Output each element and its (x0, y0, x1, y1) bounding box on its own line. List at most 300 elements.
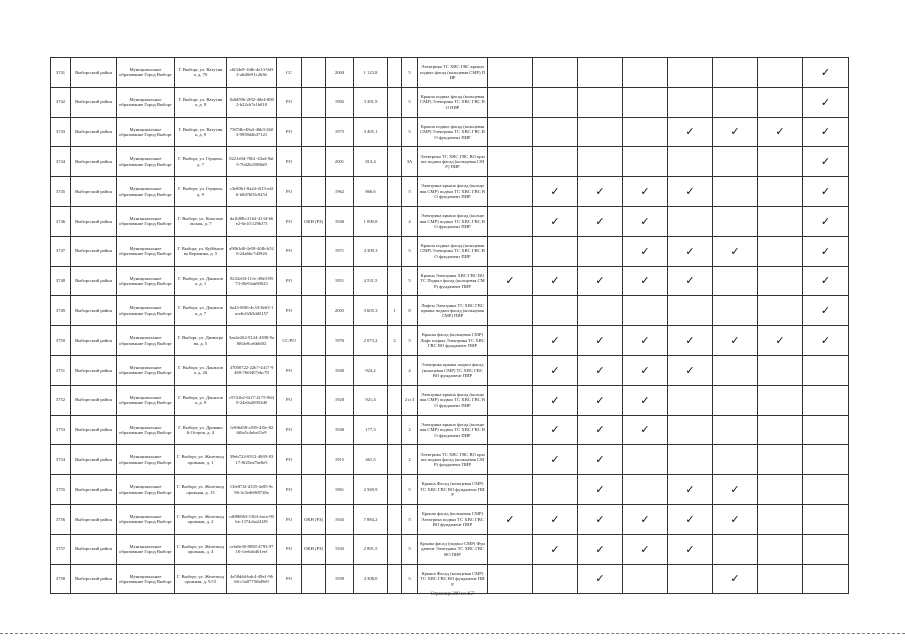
check-mark-icon: ✓ (685, 334, 695, 348)
area-cell: 4 309,3 (354, 236, 388, 266)
area-cell: 177,3 (354, 415, 388, 445)
municipality-cell: Муниципальное образование Город Выборг (117, 475, 175, 505)
works-cell: Крыша Электрика ХВС ГВС ВО ТС Подвал фасад (кольцевая СМР) фундамент ПИР (418, 266, 488, 296)
address-cell: Г. Выборг, ул. Данилова, д. 26 (175, 355, 227, 385)
work-type-cell (578, 296, 623, 326)
work-type-cell (758, 206, 803, 236)
check-mark-icon: ✓ (595, 453, 605, 467)
check-mark-icon: ✓ (685, 185, 695, 199)
table-row (51, 445, 849, 475)
address-cell: Г. Выборг, ул. Герцена, д. 7 (175, 147, 227, 177)
heritage-cell (302, 117, 326, 147)
check-mark-icon: ✓ (730, 334, 740, 348)
table-row (51, 355, 849, 385)
table-row (51, 415, 849, 445)
year-cell: 1940 (326, 355, 354, 385)
heritage-cell (302, 385, 326, 415)
work-type-cell (578, 266, 623, 296)
row-id: 3756 (51, 504, 71, 534)
municipality-cell: Муниципальное образование Город Выборг (117, 355, 175, 385)
work-type-cell (668, 445, 713, 475)
guid-cell: cefa0e30-8858-4793-9716-1ee6ab461eef (227, 534, 277, 564)
work-type-cell (668, 177, 713, 207)
work-type-cell (488, 326, 533, 356)
heritage-cell: ОКН (РЗ) (302, 534, 326, 564)
table-row (51, 147, 849, 177)
district-cell: Выборгский район (71, 87, 117, 117)
works-cell: Крыша Фасад (кольцевая СМР) ТС ХВС ГВС ВО фундамент ПИР (418, 564, 488, 594)
count-cell (388, 206, 402, 236)
work-type-cell (668, 236, 713, 266)
register-table (50, 57, 849, 594)
municipality-cell: Муниципальное образование Город Выборг (117, 87, 175, 117)
district-cell: Выборгский район (71, 177, 117, 207)
work-type-cell (488, 445, 533, 475)
heritage-cell (302, 177, 326, 207)
check-mark-icon: ✓ (595, 393, 605, 407)
work-type-cell (578, 58, 623, 88)
address-cell: Г. Выборг, ул. Ватутина, д. 8 (175, 87, 227, 117)
guid-cell: c9741b2-61f7-4175-9649-24e0a20953d0 (227, 385, 277, 415)
district-cell: Выборгский район (71, 266, 117, 296)
area-cell: 461,5 (354, 445, 388, 475)
address-cell: Г. Выборг, ул. Железнодорожная, д. 1 (175, 445, 227, 475)
municipality-cell: Муниципальное образование Город Выборг (117, 177, 175, 207)
work-type-cell (668, 296, 713, 326)
work-type-cell (533, 445, 578, 475)
work-type-cell (488, 475, 533, 505)
work-type-cell (713, 147, 758, 177)
work-type-cell (668, 117, 713, 147)
category-cell: РО (277, 296, 302, 326)
work-type-cell (803, 326, 849, 356)
floors-cell: 5 (402, 504, 418, 534)
district-cell: Выборгский район (71, 385, 117, 415)
work-type-cell (488, 147, 533, 177)
work-type-cell (623, 564, 668, 594)
check-mark-icon: ✓ (730, 125, 740, 139)
work-type-cell (488, 385, 533, 415)
work-type-cell (758, 296, 803, 326)
floors-cell: 5 (402, 475, 418, 505)
work-type-cell (533, 415, 578, 445)
guid-cell: cd086063-1364-4aca-90be-1374cba24f29 (227, 504, 277, 534)
row-id: 3757 (51, 534, 71, 564)
work-type-cell (578, 385, 623, 415)
year-cell: 1951 (326, 266, 354, 296)
work-type-cell (668, 564, 713, 594)
work-type-cell (758, 87, 803, 117)
municipality-cell: Муниципальное образование Город Выборг (117, 147, 175, 177)
floors-cell: 5 (402, 564, 418, 594)
district-cell: Выборгский район (71, 475, 117, 505)
address-cell: Г. Выборг, ул. Данилова, д. 1 (175, 266, 227, 296)
check-mark-icon: ✓ (820, 274, 831, 288)
count-cell (388, 564, 402, 594)
table-row (51, 296, 849, 326)
floors-cell: 5 (402, 87, 418, 117)
works-cell: Электрика крыша фасад (кольцевая СМР) подвал ТС ХВС ГВС ВО фундамент ПИР (418, 206, 488, 236)
table-row (51, 266, 849, 296)
work-type-cell (713, 475, 758, 505)
check-mark-icon: ✓ (505, 274, 515, 288)
work-type-cell (623, 534, 668, 564)
check-mark-icon: ✓ (640, 393, 650, 407)
check-mark-icon: ✓ (550, 393, 560, 407)
work-type-cell (758, 355, 803, 385)
work-type-cell (533, 117, 578, 147)
area-cell: 813,4 (354, 147, 388, 177)
work-type-cell (713, 564, 758, 594)
works-cell: Электрика ТС ХВС ГВС ВО крыша подвал фасад (кольцевая СМР) фундамент ПИР (418, 445, 488, 475)
work-type-cell (758, 564, 803, 594)
check-mark-icon: ✓ (640, 542, 650, 556)
check-mark-icon: ✓ (730, 512, 740, 526)
count-cell (388, 385, 402, 415)
area-cell: 2 073,2 (354, 326, 388, 356)
year-cell: 1915 (326, 445, 354, 475)
area-cell: 1 090,8 (354, 206, 388, 236)
category-cell: РО (277, 206, 302, 236)
work-type-cell (803, 564, 849, 594)
area-cell: 7 884,2 (354, 504, 388, 534)
guid-cell: 7587db-48a3-46b3-2b03-0958d4b37121 (227, 117, 277, 147)
area-cell: 3 405,1 (354, 117, 388, 147)
work-type-cell (488, 87, 533, 117)
municipality-cell: Муниципальное образование Город Выборг (117, 504, 175, 534)
work-type-cell (578, 87, 623, 117)
row-id: 3748 (51, 266, 71, 296)
work-type-cell (803, 475, 849, 505)
guid-cell: da1b98b-2164-4134-b6e2-6e1f1129b37f (227, 206, 277, 236)
work-type-cell (578, 326, 623, 356)
table-row (51, 475, 849, 505)
scan-edge-line (0, 633, 905, 634)
work-type-cell (623, 266, 668, 296)
check-mark-icon: ✓ (730, 483, 740, 497)
work-type-cell (488, 206, 533, 236)
floors-cell: 2 и 3 (402, 385, 418, 415)
count-cell (388, 147, 402, 177)
row-id: 3758 (51, 564, 71, 594)
work-type-cell (713, 326, 758, 356)
address-cell: Г. Выборг, ул. Димитрова, д. 5 (175, 326, 227, 356)
check-mark-icon: ✓ (685, 125, 695, 139)
area-cell: 2 569,9 (354, 475, 388, 505)
work-type-cell (623, 445, 668, 475)
row-id: 3752 (51, 385, 71, 415)
work-type-cell (623, 117, 668, 147)
work-type-cell (803, 534, 849, 564)
work-type-cell (533, 564, 578, 594)
work-type-cell (623, 147, 668, 177)
municipality-cell: Муниципальное образование Город Выборг (117, 206, 175, 236)
district-cell: Выборгский район (71, 355, 117, 385)
guid-cell: 47000722-22b7-4417-9469-760f407ebc70 (227, 355, 277, 385)
address-cell: Г. Выборг, ул. Куйбышева Керамика, д. 5 (175, 236, 227, 266)
check-mark-icon: ✓ (595, 572, 605, 586)
work-type-cell (713, 445, 758, 475)
municipality-cell: Муниципальное образование Город Выборг (117, 326, 175, 356)
guid-cell: c3e80b1-8a2d-4f13-a4f6-b8d7b03c9254 (227, 177, 277, 207)
area-cell: 4 531,5 (354, 266, 388, 296)
category-cell: РО (277, 385, 302, 415)
work-type-cell (533, 58, 578, 88)
work-type-cell (488, 355, 533, 385)
work-type-cell (533, 296, 578, 326)
work-type-cell (668, 266, 713, 296)
table-row (51, 58, 849, 88)
area-cell: 4 308,0 (354, 564, 388, 594)
work-type-cell (533, 475, 578, 505)
area-cell: 921,4 (354, 385, 388, 415)
heritage-cell: ОКН (РЗ) (302, 206, 326, 236)
works-cell: Лифты Электрика ТС ХВС ГВС крыша подвал фасад (кольцевая СМР) ПИР (418, 296, 488, 326)
work-type-cell (758, 117, 803, 147)
category-cell: РО (277, 177, 302, 207)
heritage-cell (302, 58, 326, 88)
work-type-cell (533, 355, 578, 385)
floors-cell: 5 (402, 236, 418, 266)
category-cell: РО (277, 236, 302, 266)
count-cell (388, 355, 402, 385)
check-mark-icon: ✓ (595, 185, 605, 199)
work-type-cell (488, 504, 533, 534)
table-row (51, 117, 849, 147)
check-mark-icon: ✓ (595, 363, 605, 377)
works-cell: Крыша фасад (кольцевая СМР) Электрика подвал ТС ХВС ГВС ВО фундамент ПИР (418, 504, 488, 534)
category-cell: РО (277, 504, 302, 534)
guid-cell: a98b3d0-4e58-4f4b-b520-24a6bc7d3926 (227, 236, 277, 266)
work-type-cell (713, 504, 758, 534)
year-cell: 1971 (326, 236, 354, 266)
category-cell: РО (277, 564, 302, 594)
work-type-cell (578, 415, 623, 445)
work-type-cell (758, 385, 803, 415)
area-cell: 1 123,8 (354, 58, 388, 88)
work-type-cell (713, 415, 758, 445)
work-type-cell (803, 504, 849, 534)
work-type-cell (533, 87, 578, 117)
work-type-cell (758, 445, 803, 475)
work-type-cell (668, 58, 713, 88)
work-type-cell (623, 326, 668, 356)
check-mark-icon: ✓ (820, 334, 831, 348)
row-id: 3747 (51, 236, 71, 266)
check-mark-icon: ✓ (820, 125, 831, 139)
work-type-cell (758, 534, 803, 564)
work-type-cell (713, 385, 758, 415)
works-cell: Крыша подвал фасад (кольцевая СМР) Электрика ТС ХВС ГВС ВО фундамент ПИР (418, 117, 488, 147)
works-cell: Крыша подвал фасад (кольцевая СМР) Электрика ТС ХВС ГВС ВО фундамент ПИР (418, 236, 488, 266)
table-row (51, 564, 849, 594)
work-type-cell (803, 415, 849, 445)
municipality-cell: Муниципальное образование Город Выборг (117, 445, 175, 475)
check-mark-icon: ✓ (595, 423, 605, 437)
work-type-cell (533, 236, 578, 266)
work-type-cell (758, 58, 803, 88)
district-cell: Выборгский район (71, 117, 117, 147)
count-cell (388, 445, 402, 475)
work-type-cell (623, 415, 668, 445)
check-mark-icon: ✓ (820, 304, 831, 318)
check-mark-icon: ✓ (820, 155, 831, 169)
guid-cell: 1b8d596-2f92-40e4-8002-b22cb7a1b018 (227, 87, 277, 117)
work-type-cell (623, 475, 668, 505)
check-mark-icon: ✓ (595, 483, 605, 497)
work-type-cell (758, 266, 803, 296)
work-type-cell (803, 117, 849, 147)
heritage-cell (302, 355, 326, 385)
work-type-cell (803, 147, 849, 177)
work-type-cell (623, 236, 668, 266)
work-type-cell (623, 385, 668, 415)
work-type-cell (713, 117, 758, 147)
works-cell: Крыша Фасад (кольцевая СМР) ТС ХВС ГВС ВО фундамент ПИР (418, 475, 488, 505)
check-mark-icon: ✓ (640, 363, 650, 377)
floors-cell: 8 (402, 296, 418, 326)
works-cell: Электрика ТС ХВС ГВС ВО крыша подвал фасад (кольцевая СМР) ПИР (418, 147, 488, 177)
municipality-cell: Муниципальное образование Город Выборг (117, 236, 175, 266)
count-cell (388, 415, 402, 445)
work-type-cell (488, 58, 533, 88)
check-mark-icon: ✓ (685, 274, 695, 288)
work-type-cell (803, 385, 849, 415)
floors-cell: 5 (402, 266, 418, 296)
heritage-cell (302, 564, 326, 594)
count-cell (388, 58, 402, 88)
row-id: 3754 (51, 445, 71, 475)
work-type-cell (668, 475, 713, 505)
check-mark-icon: ✓ (595, 334, 605, 348)
work-type-cell (578, 206, 623, 236)
check-mark-icon: ✓ (595, 274, 605, 288)
work-type-cell (713, 236, 758, 266)
work-type-cell (758, 415, 803, 445)
check-mark-icon: ✓ (595, 214, 605, 228)
category-cell: СС/РО (277, 326, 302, 356)
category-cell: РО (277, 445, 302, 475)
check-mark-icon: ✓ (730, 244, 740, 258)
year-cell: 2005 (326, 296, 354, 326)
category-cell: СС (277, 58, 302, 88)
work-type-cell (713, 296, 758, 326)
work-type-cell (533, 326, 578, 356)
work-type-cell (578, 355, 623, 385)
check-mark-icon: ✓ (640, 423, 650, 437)
check-mark-icon: ✓ (640, 274, 650, 288)
work-type-cell (623, 206, 668, 236)
district-cell: Выборгский район (71, 564, 117, 594)
year-cell: 1920 (326, 385, 354, 415)
row-id: 3751 (51, 355, 71, 385)
work-type-cell (803, 177, 849, 207)
heritage-cell (302, 296, 326, 326)
floors-cell: 5 (402, 117, 418, 147)
work-type-cell (488, 236, 533, 266)
count-cell (388, 504, 402, 534)
work-type-cell (803, 355, 849, 385)
works-cell: Электрика крыша фасад (кольцевая СМР) подвал ТС ХВС ГВС ВО фундамент ПИР (418, 415, 488, 445)
work-type-cell (533, 385, 578, 415)
check-mark-icon: ✓ (640, 185, 650, 199)
count-cell (388, 475, 402, 505)
row-id: 3753 (51, 415, 71, 445)
district-cell: Выборгский район (71, 296, 117, 326)
work-type-cell (578, 564, 623, 594)
year-cell: 1976 (326, 326, 354, 356)
work-type-cell (713, 206, 758, 236)
work-type-cell (488, 534, 533, 564)
work-type-cell (578, 475, 623, 505)
category-cell: РО (277, 355, 302, 385)
work-type-cell (578, 445, 623, 475)
heritage-cell (302, 147, 326, 177)
check-mark-icon: ✓ (550, 185, 560, 199)
check-mark-icon: ✓ (730, 572, 740, 586)
check-mark-icon: ✓ (685, 363, 695, 377)
year-cell: 1975 (326, 117, 354, 147)
address-cell: Г. Выборг, ул. Комсомольская, д. 7 (175, 206, 227, 236)
check-mark-icon: ✓ (550, 214, 560, 228)
check-mark-icon: ✓ (685, 244, 695, 258)
district-cell: Выборгский район (71, 504, 117, 534)
work-type-cell (713, 177, 758, 207)
table-row (51, 87, 849, 117)
guid-cell: 1e9f6d58-c039-4f5e-826f6a5c4ebe21e9 (227, 415, 277, 445)
work-type-cell (488, 415, 533, 445)
heritage-cell (302, 415, 326, 445)
address-cell: Г. Выборг, ул. Ватутина, д. 9 (175, 117, 227, 147)
table-row (51, 177, 849, 207)
floors-cell: 3А (402, 147, 418, 177)
check-mark-icon: ✓ (820, 214, 831, 228)
address-cell: Г. Выборг, ул. Ватутина, д. 76 (175, 58, 227, 88)
table-row (51, 206, 849, 236)
work-type-cell (803, 445, 849, 475)
floors-cell: 5 (402, 58, 418, 88)
work-type-cell (668, 87, 713, 117)
guid-cell: 13fe87f2-d135-4e85-9c96-3c5edb9f8728a (227, 475, 277, 505)
row-id: 3755 (51, 475, 71, 505)
year-cell: 1992 (326, 87, 354, 117)
heritage-cell (302, 266, 326, 296)
works-cell: Электрика ТС ХВС ГВС крыша подвал фасад (кольцевая СМР) ПИР (418, 58, 488, 88)
address-cell: Г. Выборг, ул. Железнодорожная, д. 2 (175, 504, 227, 534)
work-type-cell (533, 147, 578, 177)
address-cell: Г. Выборг, ул. Железнодорожная, д. 4 (175, 534, 227, 564)
work-type-cell (803, 87, 849, 117)
guid-cell: 4e58ddd-bdc4-49e1-9666-c3a0773fbd9e9 (227, 564, 277, 594)
works-cell: Электрика крыша фасад (кольцевая СМР) подвал ТС ХВС ГВС ВО фундамент ПИР (418, 177, 488, 207)
check-mark-icon: ✓ (640, 334, 650, 348)
work-type-cell (668, 206, 713, 236)
work-type-cell (713, 58, 758, 88)
row-id: 3750 (51, 326, 71, 356)
work-type-cell (578, 117, 623, 147)
work-type-cell (668, 385, 713, 415)
row-id: 3741 (51, 58, 71, 88)
municipality-cell: Муниципальное образование Город Выборг (117, 534, 175, 564)
row-id: 3742 (51, 87, 71, 117)
district-cell: Выборгский район (71, 147, 117, 177)
work-type-cell (668, 534, 713, 564)
work-type-cell (713, 87, 758, 117)
district-cell: Выборгский район (71, 445, 117, 475)
year-cell: 1940 (326, 206, 354, 236)
district-cell: Выборгский район (71, 534, 117, 564)
check-mark-icon: ✓ (775, 334, 785, 348)
